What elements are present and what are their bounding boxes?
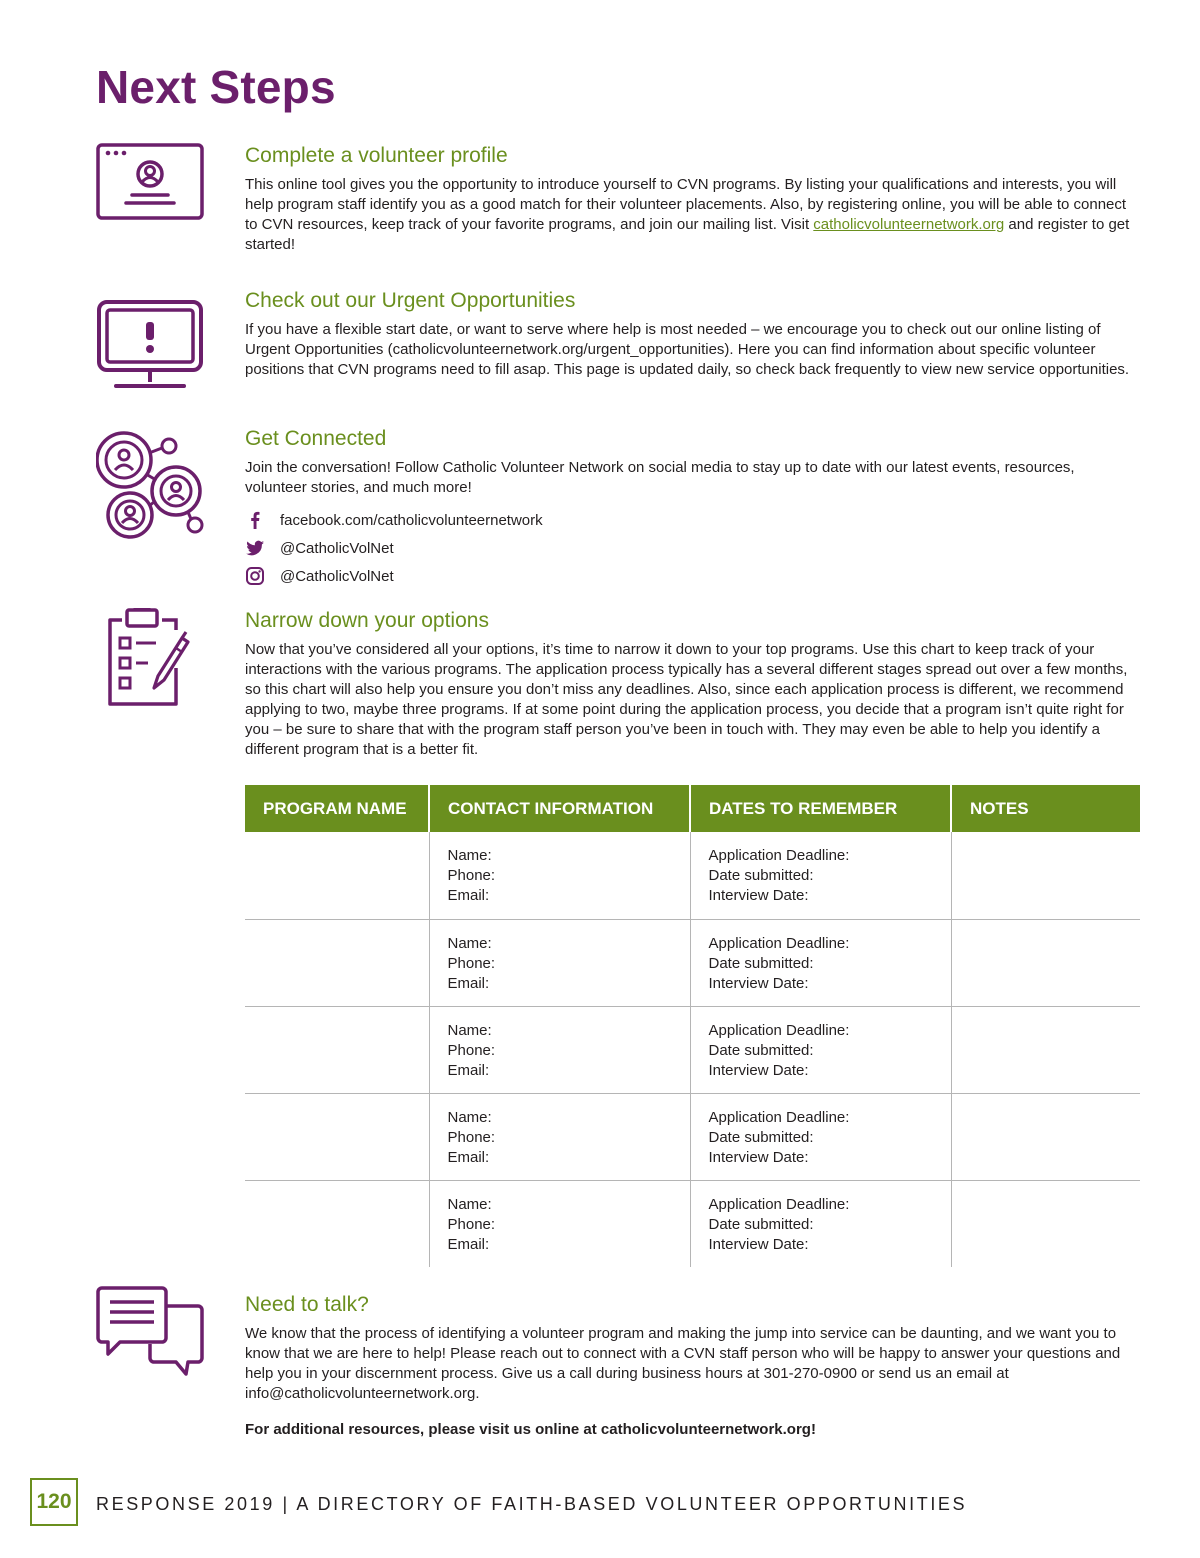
contact-cell[interactable]: [429, 1093, 690, 1180]
deadline-label: Application Deadline:: [708, 1021, 850, 1039]
contact-name-label: Name:: [447, 847, 492, 864]
facebook-icon: [245, 510, 265, 530]
submitted-label: Date submitted:: [708, 1128, 814, 1146]
closing-note: For additional resources, please visit us online at catholicvolunteernetwork.org!: [245, 1421, 816, 1438]
connected-content: [245, 426, 1140, 590]
contact-email-label: Email:: [447, 1061, 490, 1079]
table-row: [245, 832, 1140, 919]
dates-cell[interactable]: [690, 1006, 951, 1093]
urgent-body: If you have a flexible start date, or want to serve where help is most needed – we encourage you to check out our online listing of Urgent Opportunities (catholicvolunteernetwork.org/urgent_opportunities). Here you can find information about specific volunteer positions that CVN programs need to fill asap. This page is updated daily, so check back frequently to view new service opportunities.: [245, 321, 1130, 378]
notes-cell[interactable]: [951, 1093, 1140, 1180]
profile-body-end: and register to get started!: [245, 216, 1130, 253]
header-contact-information: CONTACT INFORMATION: [429, 785, 690, 832]
contact-cell[interactable]: [429, 919, 690, 1006]
chat-bubbles-icon: [96, 1286, 206, 1381]
contact-email-label: Email:: [447, 887, 490, 904]
table-header-row: [245, 785, 1140, 832]
notes-cell[interactable]: [951, 832, 1140, 919]
notes-cell[interactable]: [951, 919, 1140, 1006]
profile-heading: Complete a volunteer profile: [245, 144, 508, 167]
interview-label: Interview Date:: [708, 974, 809, 992]
interview-label: Interview Date:: [708, 1061, 809, 1079]
program-name-cell[interactable]: [245, 832, 429, 919]
table-row: [245, 919, 1140, 1006]
interview-label: Interview Date:: [708, 1148, 809, 1166]
section-need-to-talk: [96, 1286, 1146, 1406]
profile-body-text: This online tool gives you the opportunity to introduce yourself to CVN programs. By listing your qualifications and interests, you will help program staff identify you as a good match for their volunteer placements. Also, by registering online, you will be able to connect to CVN resources, keep track of your favorite programs, and join our mailing list. Visit: [245, 176, 1127, 233]
section-urgent-opportunities: [96, 288, 1146, 403]
program-name-cell[interactable]: [245, 1006, 429, 1093]
header-program-name: PROGRAM NAME: [245, 785, 429, 832]
dates-cell[interactable]: [690, 919, 951, 1006]
clipboard-checklist-icon: [104, 608, 214, 718]
narrow-body: Now that you’ve considered all your options, it’s time to narrow it down to your top programs. Use this chart to keep track of your interactions with the various programs. The application process typically has a several different stages spread out over a few months, so this chart will also help you ensure you don’t miss any deadlines. Also, since each application process is different, we recommend applying to two, maybe three programs. If at some point during the application process, you decide that a program isn’t quite right for you – be sure to share that with the program staff person you’ve been in touch with. They may even be able to help you identify a different program that is a better fit.: [245, 641, 1128, 758]
contact-name-label: Name:: [447, 934, 492, 952]
contact-phone-label: Phone:: [447, 1215, 496, 1233]
instagram-icon: [245, 566, 265, 586]
section-volunteer-profile: [96, 143, 1146, 268]
program-tracker-table: [245, 785, 1140, 1267]
header-notes: NOTES: [951, 785, 1140, 832]
contact-name-label: Name:: [447, 1021, 492, 1039]
interview-label: Interview Date:: [708, 1235, 809, 1253]
network-people-icon: [96, 426, 206, 541]
submitted-label: Date submitted:: [708, 867, 814, 884]
program-name-cell[interactable]: [245, 1180, 429, 1267]
submitted-label: Date submitted:: [708, 1041, 814, 1059]
program-name-cell[interactable]: [245, 919, 429, 1006]
running-footer: RESPONSE 2019 | A DIRECTORY OF FAITH-BASED VOLUNTEER OPPORTUNITIES: [96, 1494, 968, 1514]
tracker-table: [245, 785, 1140, 1267]
urgent-heading: Check out our Urgent Opportunities: [245, 289, 576, 312]
urgent-content: [245, 288, 1140, 380]
contact-phone-label: Phone:: [447, 1128, 496, 1146]
website-link[interactable]: catholicvolunteernetwork.org: [813, 216, 1005, 233]
talk-body: We know that the process of identifying a volunteer program and making the jump into service can be daunting, and we want you to know that we are here to help! Please reach out to connect with a CVN staff person who will be happy to answer your questions and help you in your discernment process. Give us a call during business hours at 301-270-0900 or send us an email at info@catholicvolunteernetwork.org.: [245, 1325, 1121, 1402]
instagram-handle: @CatholicVolNet: [280, 567, 394, 585]
contact-phone-label: Phone:: [447, 1041, 496, 1059]
submitted-label: Date submitted:: [708, 954, 814, 972]
dates-cell[interactable]: [690, 1093, 951, 1180]
contact-cell[interactable]: [429, 1006, 690, 1093]
monitor-alert-icon: [96, 300, 206, 410]
deadline-label: Application Deadline:: [708, 1195, 850, 1213]
talk-content: [245, 1292, 1140, 1404]
twitter-icon: [245, 538, 265, 558]
header-dates-to-remember: DATES TO REMEMBER: [690, 785, 951, 832]
page-title: Next Steps: [96, 61, 336, 113]
narrow-content: [245, 608, 1140, 760]
narrow-heading: Narrow down your options: [245, 609, 489, 632]
dates-cell[interactable]: [690, 1180, 951, 1267]
program-name-cell[interactable]: [245, 1093, 429, 1180]
table-row: [245, 1093, 1140, 1180]
contact-phone-label: Phone:: [447, 954, 496, 972]
notes-cell[interactable]: [951, 1180, 1140, 1267]
social-item-facebook[interactable]: [245, 506, 1140, 534]
page-number: 120: [30, 1478, 78, 1526]
contact-name-label: Name:: [447, 1108, 492, 1126]
dates-cell[interactable]: [690, 832, 951, 919]
deadline-label: Application Deadline:: [708, 1108, 850, 1126]
deadline-label: Application Deadline:: [708, 847, 850, 864]
profile-content: [245, 143, 1140, 255]
social-links: [245, 506, 1140, 590]
interview-label: Interview Date:: [708, 887, 809, 904]
connected-body: Join the conversation! Follow Catholic Volunteer Network on social media to stay up to date with our latest events, resources, volunteer stories, and much more!: [245, 459, 1075, 496]
browser-profile-icon: [96, 143, 206, 253]
contact-email-label: Email:: [447, 1235, 490, 1253]
talk-heading: Need to talk?: [245, 1293, 369, 1316]
contact-email-label: Email:: [447, 1148, 490, 1166]
facebook-handle: facebook.com/catholicvolunteernetwork: [280, 511, 543, 529]
section-get-connected: [96, 426, 1146, 596]
notes-cell[interactable]: [951, 1006, 1140, 1093]
contact-cell[interactable]: [429, 832, 690, 919]
social-item-twitter[interactable]: [245, 534, 1140, 562]
section-narrow-options: [96, 608, 1146, 768]
table-row: [245, 1006, 1140, 1093]
contact-name-label: Name:: [447, 1195, 492, 1213]
contact-cell[interactable]: [429, 1180, 690, 1267]
table-row: [245, 1180, 1140, 1267]
profile-body: [245, 175, 1140, 255]
connected-heading: Get Connected: [245, 427, 387, 450]
social-item-instagram[interactable]: [245, 562, 1140, 590]
twitter-handle: @CatholicVolNet: [280, 539, 394, 557]
submitted-label: Date submitted:: [708, 1215, 814, 1233]
contact-email-label: Email:: [447, 974, 490, 992]
contact-phone-label: Phone:: [447, 867, 496, 884]
deadline-label: Application Deadline:: [708, 934, 850, 952]
